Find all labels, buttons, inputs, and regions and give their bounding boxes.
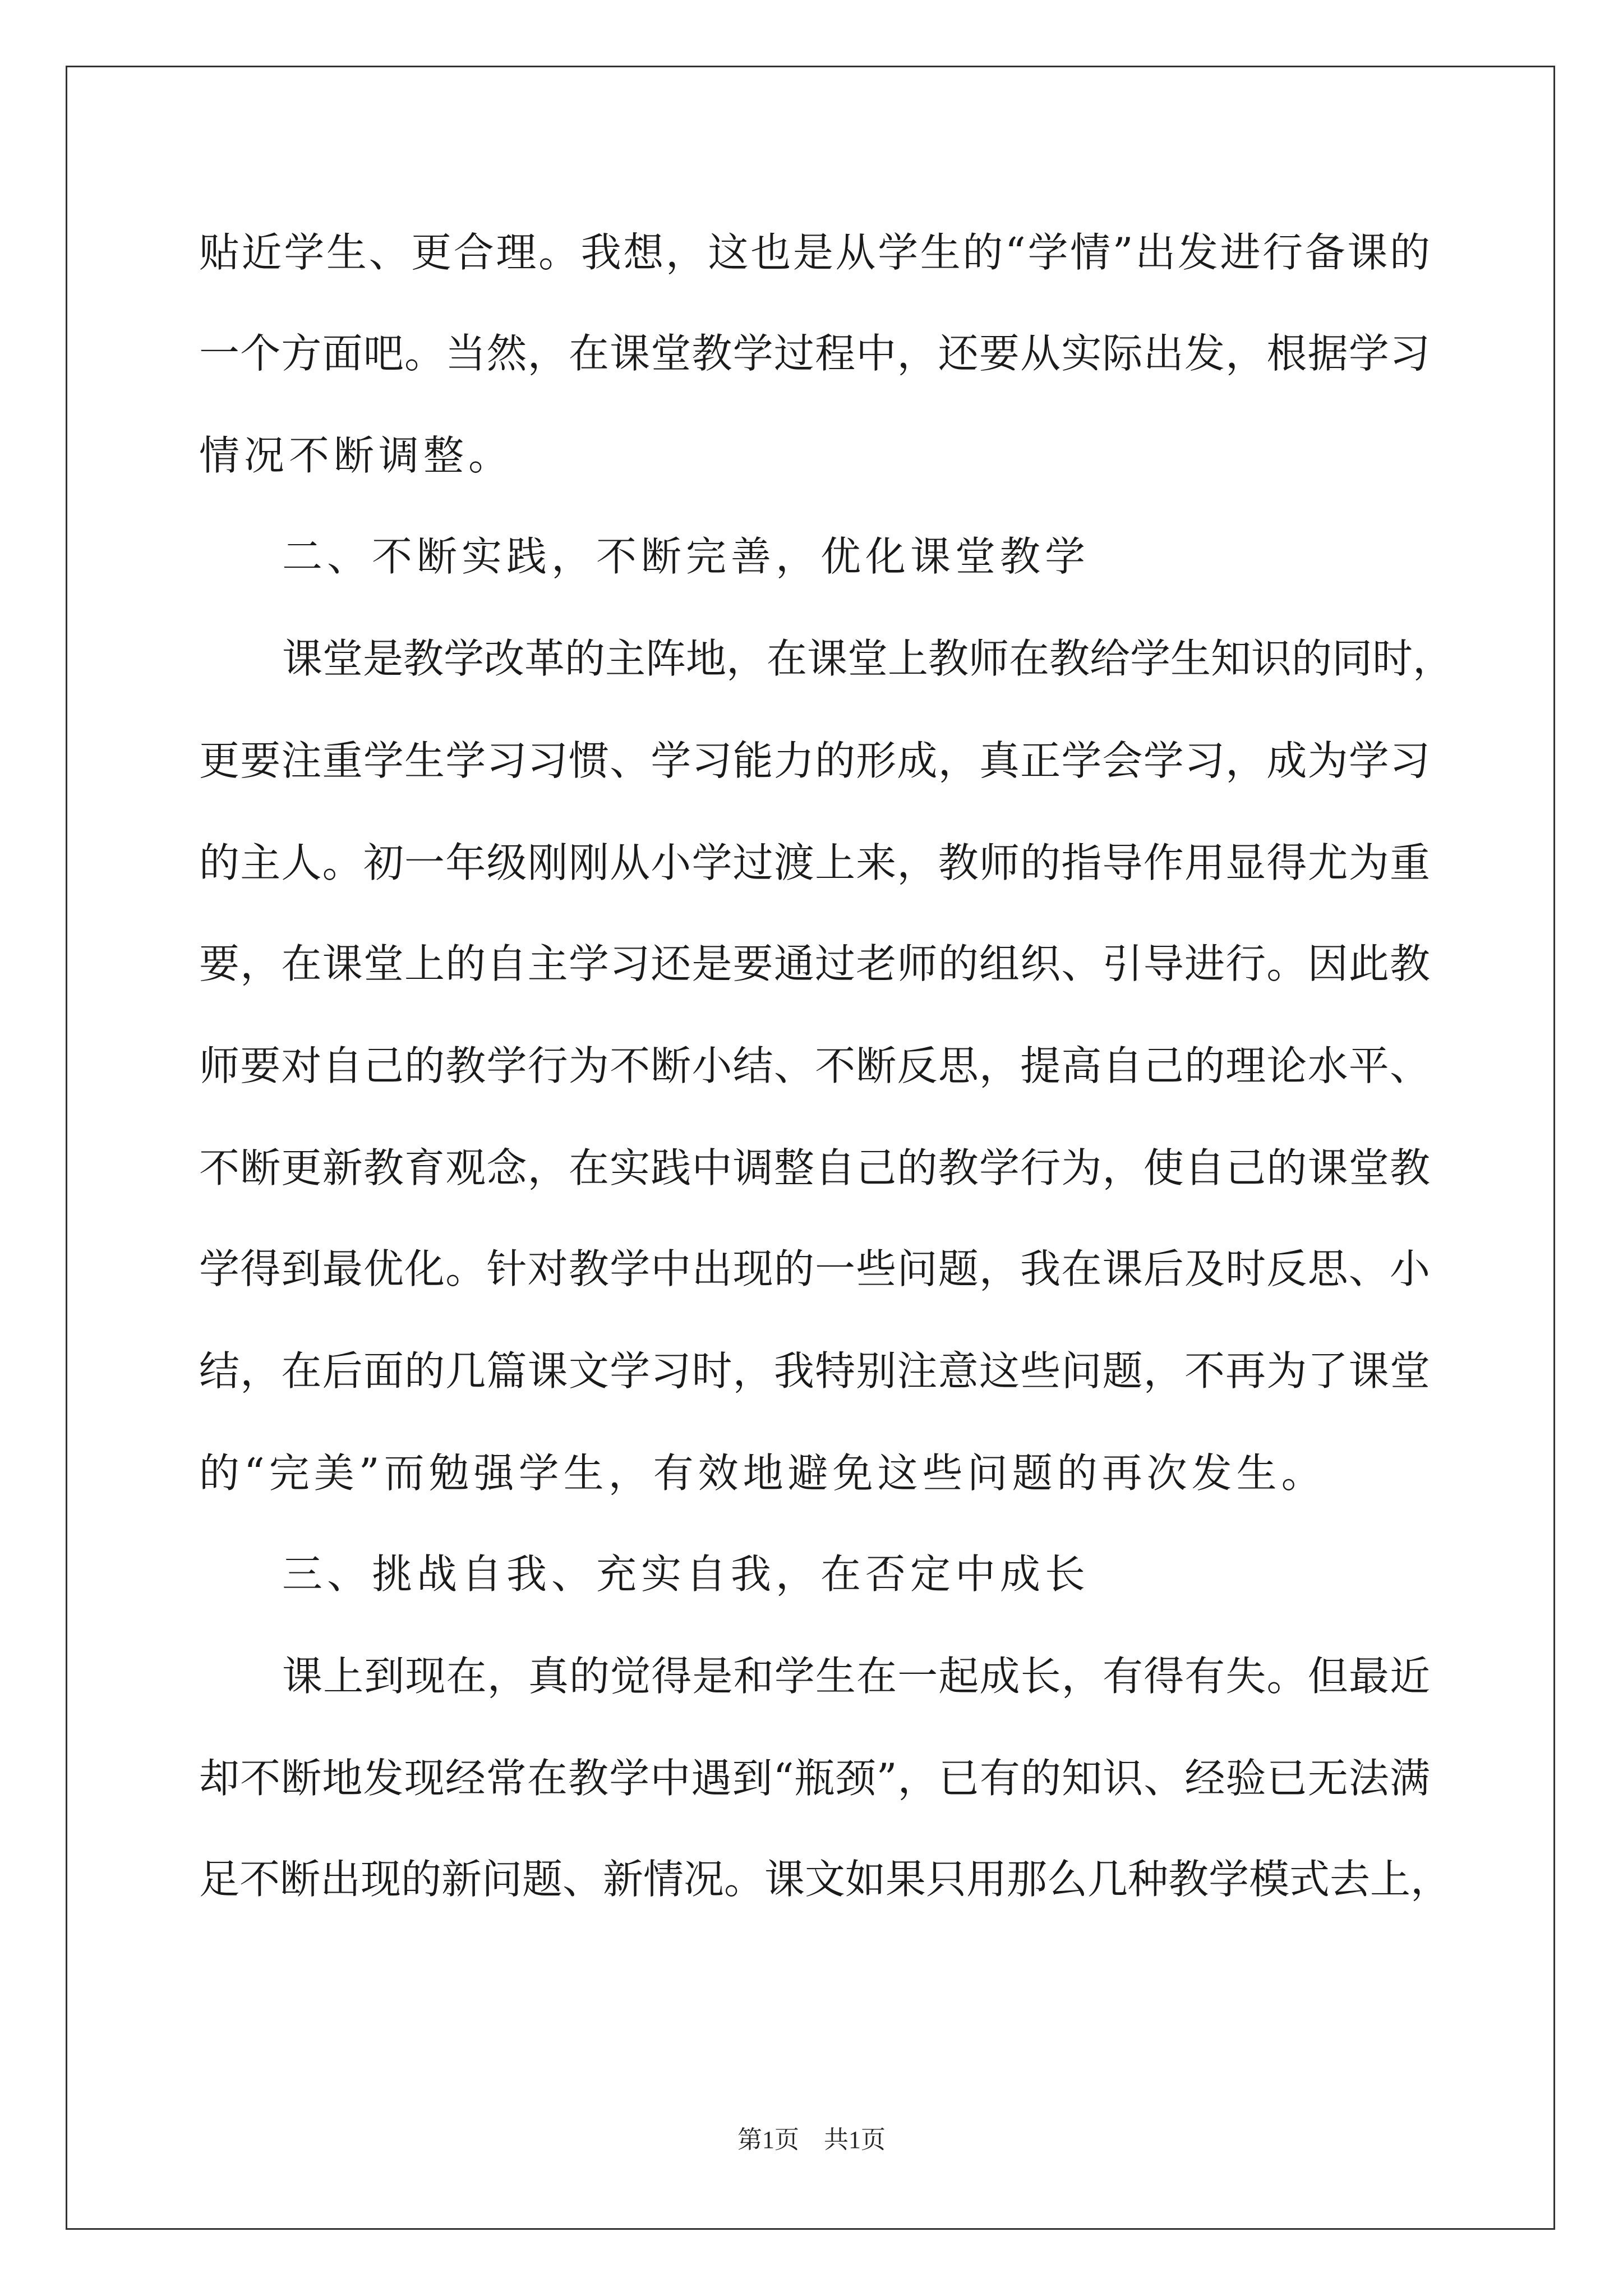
paragraph-line: 课上到现在，真的觉得是和学生在一起成长，有得有失。但最近 bbox=[282, 1653, 1430, 1700]
paragraph-line: 的“完美”而勉强学生，有效地避免这些问题的再次发生。 bbox=[199, 1450, 1326, 1497]
paragraph-line: 贴近学生、更合理。我想，这也是从学生的“学情”出发进行备课的 bbox=[199, 229, 1430, 276]
paragraph-line: 情况不断调整。 bbox=[199, 432, 514, 479]
paragraph-line: 更要注重学生学习习惯、学习能力的形成，真正学会学习，成为学习 bbox=[199, 737, 1430, 784]
section-heading: 二、不断实践，不断完善，优化课堂教学 bbox=[282, 533, 1090, 580]
section-heading: 三、挑战自我、充实自我，在否定中成长 bbox=[282, 1550, 1090, 1598]
paragraph-line: 要，在课堂上的自主学习还是要通过老师的组织、引导进行。因此教 bbox=[199, 940, 1430, 987]
paragraph-line: 却不断地发现经常在教学中遇到“瓶颈”，已有的知识、经验已无法满 bbox=[199, 1755, 1430, 1802]
paragraph-line: 一个方面吧。当然，在课堂教学过程中，还要从实际出发，根据学习 bbox=[199, 330, 1430, 377]
paragraph-line: 学得到最优化。针对教学中出现的一些问题，我在课后及时反思、小 bbox=[199, 1245, 1430, 1292]
paragraph-line: 课堂是教学改革的主阵地，在课堂上教师在教给学生知识的同时， bbox=[282, 635, 1454, 682]
page-number: 第1页 共1页 bbox=[737, 2126, 886, 2154]
paragraph-line: 足不断出现的新问题、新情况。课文如果只用那么几种教学模式去上， bbox=[199, 1856, 1451, 1903]
paragraph-line: 结，在后面的几篇课文学习时，我特别注意这些问题，不再为了课堂 bbox=[199, 1347, 1430, 1395]
paragraph-line: 的主人。初一年级刚刚从小学过渡上来，教师的指导作用显得尤为重 bbox=[199, 839, 1430, 886]
paragraph-line: 师要对自己的教学行为不断小结、不断反思，提高自己的理论水平、 bbox=[199, 1042, 1430, 1089]
paragraph-line: 不断更新教育观念，在实践中调整自己的教学行为，使自己的课堂教 bbox=[199, 1144, 1430, 1191]
